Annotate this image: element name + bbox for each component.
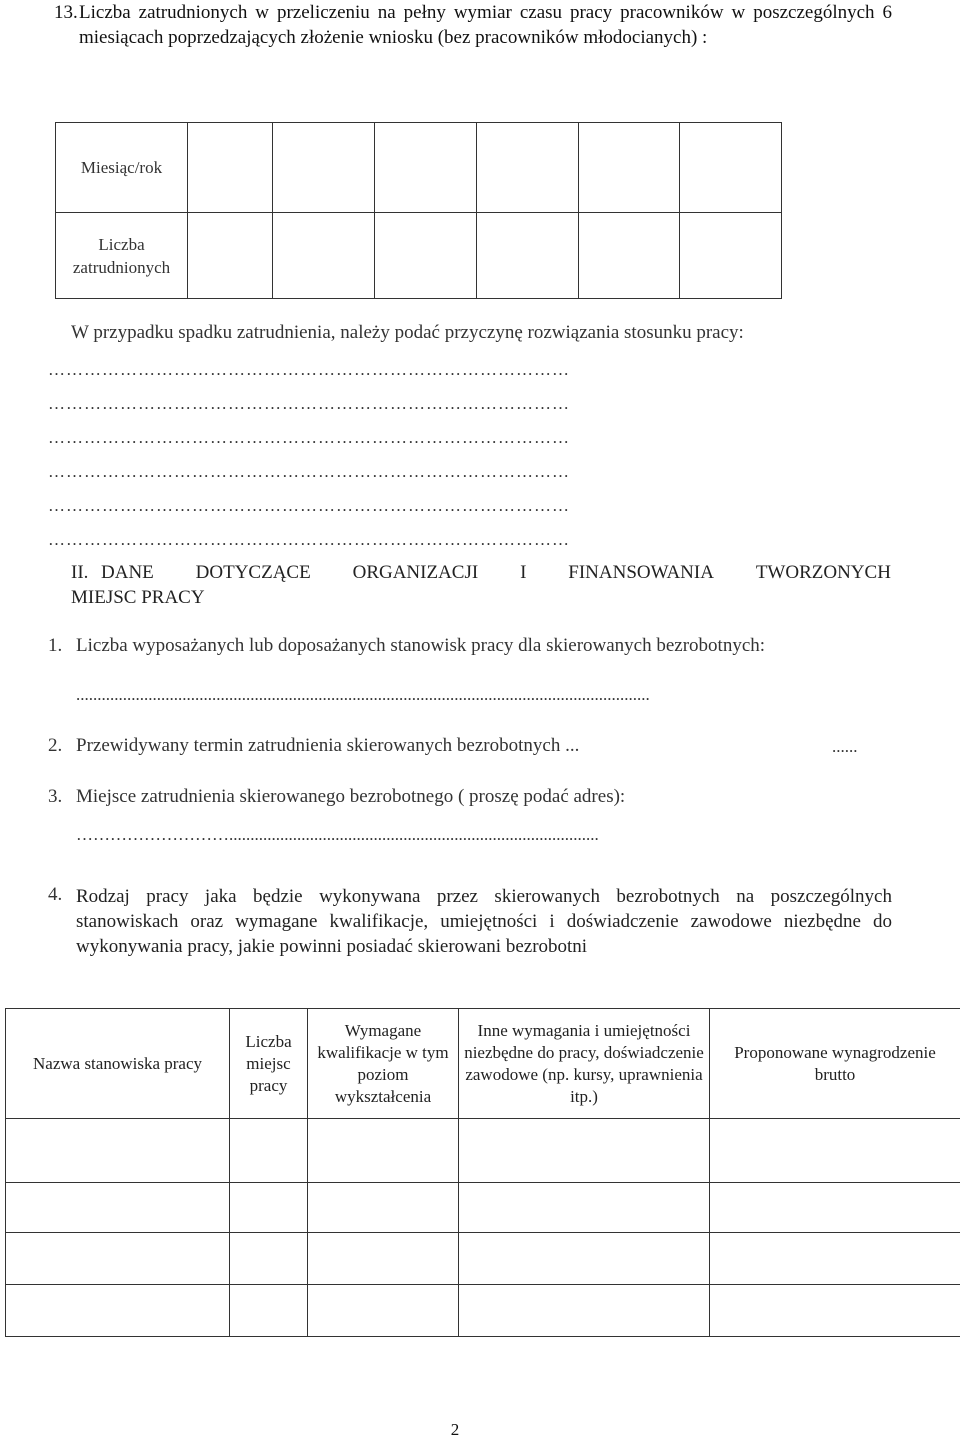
req-cell[interactable] [308,1119,459,1183]
dotted-answer-line-3[interactable]: …………………………………………………………………………… [48,428,874,448]
req-cell[interactable] [459,1119,710,1183]
dotted-answer-line-1[interactable]: …………………………………………………………………………… [48,360,874,380]
item-2-answer-dots[interactable]: ...... [832,737,892,757]
req-cell[interactable] [459,1285,710,1337]
month-cell-5[interactable] [579,123,680,213]
dismissal-note: W przypadku spadku zatrudnienia, należy podać przyczynę rozwiązania stosunku pracy: [71,322,744,344]
question-13-text: Liczba zatrudnionych w przeliczeniu na pełny wymiar czasu pracy pracowników w poszczególnych 6 miesiącach poprzedzających złożenie wniosku (bez pracowników młodocianych) : [79,0,892,50]
item-2-text: Przewidywany termin zatrudnienia skierowanych bezrobotnych ... [76,735,579,757]
req-cell[interactable] [230,1285,308,1337]
item-1-number: 1. [48,635,62,657]
req-cell[interactable] [459,1183,710,1233]
page-number: 2 [440,1420,470,1440]
month-cell-3[interactable] [375,123,477,213]
req-cell[interactable] [230,1233,308,1285]
header-proposed-salary: Proponowane wynagrodzenie brutto [710,1009,960,1119]
employment-count-label: Liczba zatrudnionych [56,213,188,299]
item-1-answer-line[interactable]: ....................................................................................................................................... [76,685,892,705]
req-cell[interactable] [459,1233,710,1285]
dotted-answer-line-5[interactable]: …………………………………………………………………………… [48,496,874,516]
req-cell[interactable] [308,1233,459,1285]
req-cell[interactable] [710,1233,960,1285]
section-2-word-2: DOTYCZĄCE [196,560,311,585]
req-cell[interactable] [710,1183,960,1233]
header-number-of-places: Liczba miejsc pracy [230,1009,308,1119]
count-cell-3[interactable] [375,213,477,299]
item-4-text: Rodzaj pracy jaka będzie wykonywana przez skierowanych bezrobotnych na poszczególnych stanowiskach oraz wymagane kwalifikacje, umiejętności i doświadczenie zawodowe niezbędne do wykonywania pracy, jakie powinni posiadać skierowani bezrobotni [76,884,892,959]
employment-month-label: Miesiąc/rok [56,123,188,213]
header-position-name: Nazwa stanowiska pracy [6,1009,230,1119]
section-2-number: II. [71,560,88,585]
item-3-text: Miejsce zatrudnienia skierowanego bezrobotnego ( proszę podać adres): [76,786,625,808]
item-3-answer-line[interactable]: ………………………....................................................................................... [76,825,892,845]
dotted-answer-line-4[interactable]: …………………………………………………………………………… [48,462,874,482]
employment-table [55,122,782,299]
section-2-word-4: I [520,560,526,585]
req-cell[interactable] [230,1119,308,1183]
req-cell[interactable] [308,1183,459,1233]
req-cell[interactable] [6,1183,230,1233]
count-cell-6[interactable] [680,213,782,299]
req-cell[interactable] [308,1285,459,1337]
dotted-answer-line-2[interactable]: …………………………………………………………………………… [48,394,874,414]
section-2-title-line2: MIEJSC PRACY [71,585,205,610]
section-2-word-3: ORGANIZACJI [353,560,479,585]
req-cell[interactable] [230,1183,308,1233]
question-13-number: 13. [54,0,78,25]
header-qualifications: Wymagane kwalifikacje w tym poziom wykształcenia [308,1009,459,1119]
header-other-requirements: Inne wymagania i umiejętności niezbędne do pracy, doświadczenie zawodowe (np. kursy, uprawnienia itp.) [459,1009,710,1119]
req-cell[interactable] [710,1119,960,1183]
month-cell-1[interactable] [188,123,273,213]
section-2-word-1: DANE [101,560,154,585]
item-4-number: 4. [48,884,62,906]
month-cell-2[interactable] [273,123,375,213]
month-cell-6[interactable] [680,123,782,213]
req-cell[interactable] [710,1285,960,1337]
req-cell[interactable] [6,1233,230,1285]
item-1-text: Liczba wyposażanych lub doposażanych stanowisk pracy dla skierowanych bezrobotnych: [76,635,765,657]
count-cell-5[interactable] [579,213,680,299]
req-cell[interactable] [6,1285,230,1337]
count-cell-1[interactable] [188,213,273,299]
dotted-answer-line-6[interactable]: …………………………………………………………………………… [48,530,874,550]
req-cell[interactable] [6,1119,230,1183]
count-cell-4[interactable] [477,213,579,299]
section-2-word-5: FINANSOWANIA [568,560,714,585]
item-3-number: 3. [48,786,62,808]
month-cell-4[interactable] [477,123,579,213]
count-cell-2[interactable] [273,213,375,299]
requirements-table [5,1008,960,1337]
section-2-word-6: TWORZONYCH [756,560,891,585]
item-2-number: 2. [48,735,62,757]
